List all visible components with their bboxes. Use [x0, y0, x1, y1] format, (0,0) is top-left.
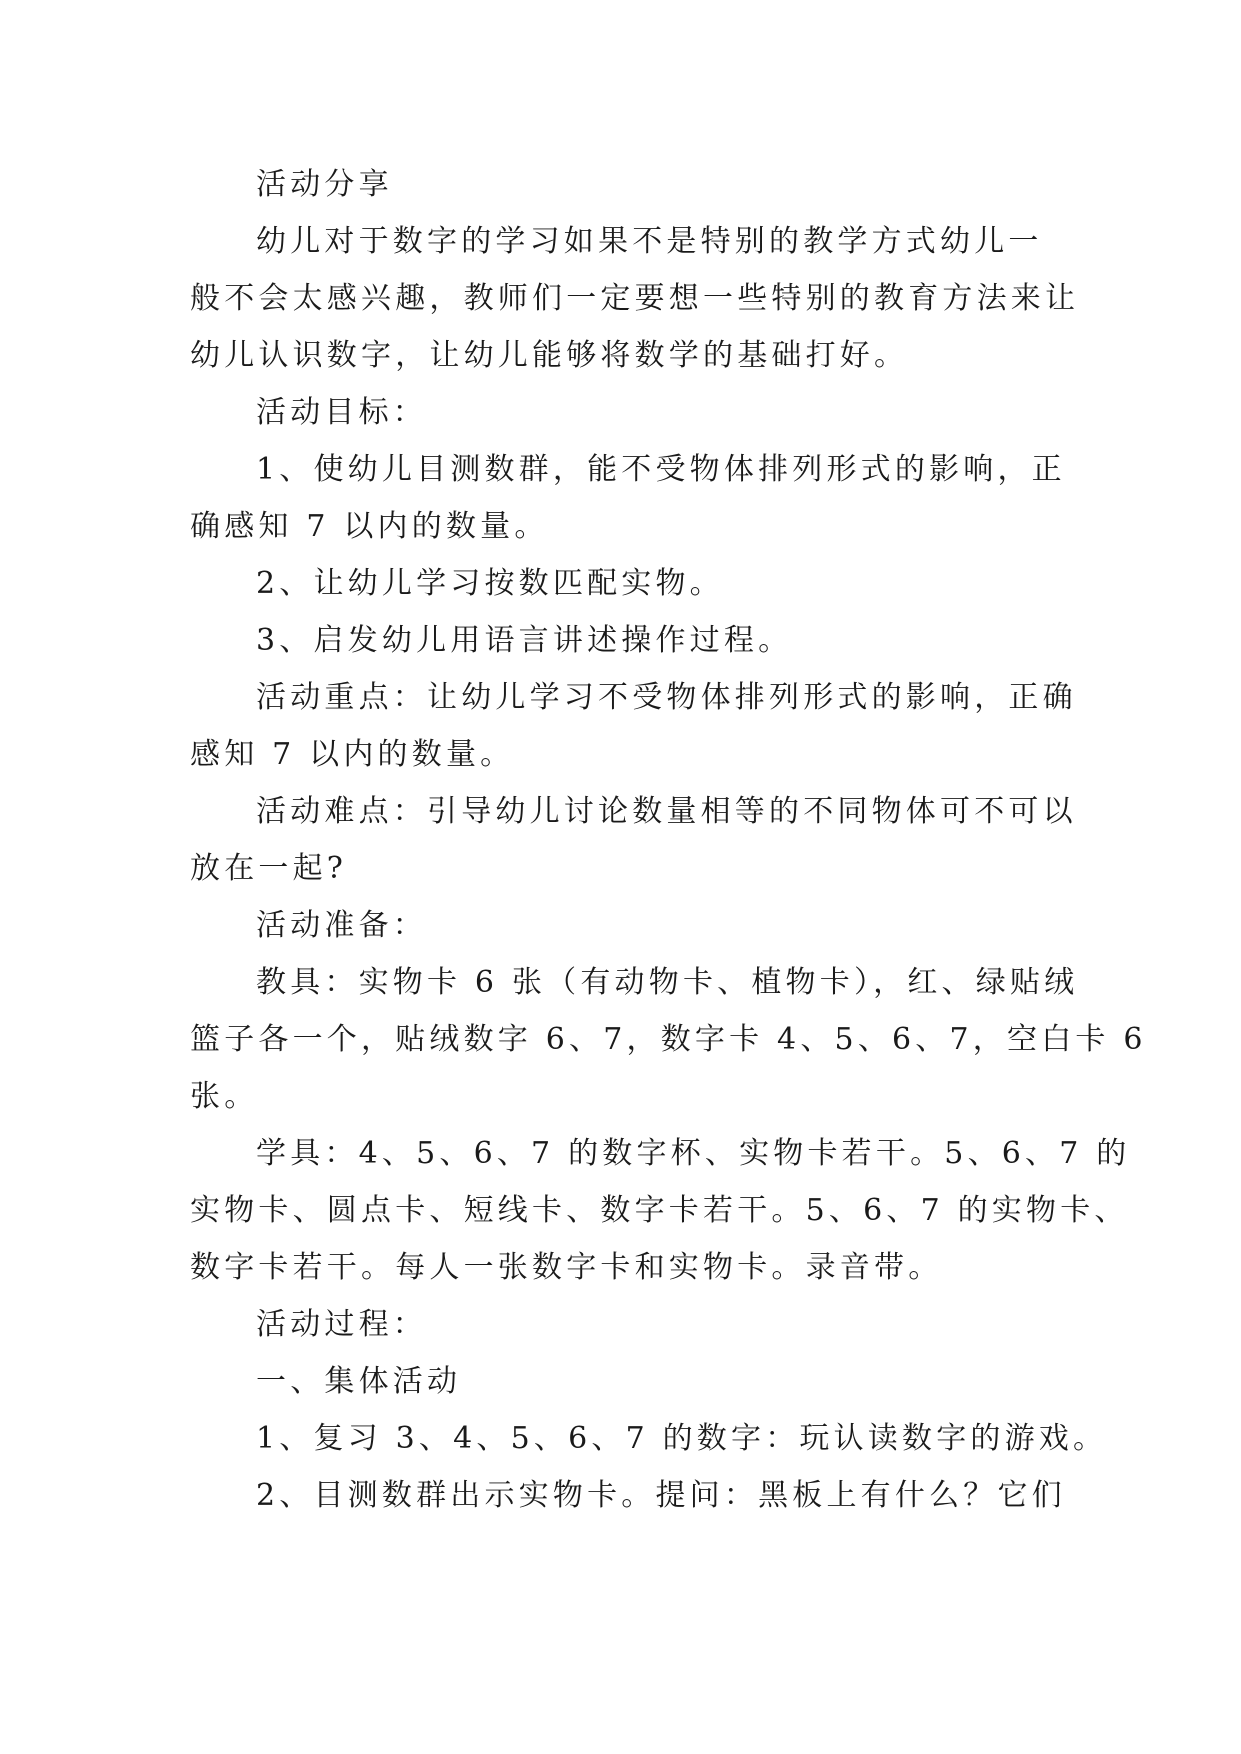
paragraph-line: 1、使幼儿目测数群，能不受物体排列形式的影响，正 [256, 452, 1066, 487]
paragraph-line: 篮子各一个，贴绒数字 6、7，数字卡 4、5、6、7，空白卡 6 [190, 1022, 1147, 1057]
paragraph-line: 3、启发幼儿用语言讲述操作过程。 [256, 623, 793, 658]
section-heading: 活动准备： [256, 908, 427, 943]
paragraph-line: 数字卡若干。每人一张数字卡和实物卡。录音带。 [190, 1250, 943, 1285]
section-heading: 活动过程： [256, 1307, 427, 1342]
paragraph-line: 实物卡、圆点卡、短线卡、数字卡若干。5、6、7 的实物卡、 [190, 1193, 1129, 1228]
paragraph-line: 2、让幼儿学习按数匹配实物。 [256, 566, 724, 601]
paragraph-line: 活动重点：让幼儿学习不受物体排列形式的影响，正确 [256, 680, 1077, 715]
paragraph-line: 幼儿认识数字，让幼儿能够将数学的基础打好。 [190, 338, 909, 373]
paragraph-line: 感知 7 以内的数量。 [190, 737, 515, 772]
paragraph-line: 1、复习 3、4、5、6、7 的数字：玩认读数字的游戏。 [256, 1421, 1108, 1456]
paragraph-line: 张。 [190, 1079, 259, 1114]
paragraph-line: 般不会太感兴趣，教师们一定要想一些特别的教育方法来让 [190, 281, 1080, 316]
paragraph-line: 幼儿对于数字的学习如果不是特别的教学方式幼儿一 [256, 224, 1043, 259]
paragraph-line: 确感知 7 以内的数量。 [190, 509, 549, 544]
paragraph-line: 学具：4、5、6、7 的数字杯、实物卡若干。5、6、7 的 [256, 1136, 1131, 1171]
section-heading: 活动分享 [256, 167, 393, 202]
paragraph-line: 教具：实物卡 6 张（有动物卡、植物卡），红、绿贴绒 [256, 965, 1079, 1000]
paragraph-line: 2、目测数群出示实物卡。提问：黑板上有什么？它们 [256, 1478, 1066, 1513]
paragraph-line: 活动难点：引导幼儿讨论数量相等的不同物体可不可以 [256, 794, 1077, 829]
subsection-heading: 一、集体活动 [256, 1364, 462, 1399]
section-heading: 活动目标： [256, 395, 427, 430]
paragraph-line: 放在一起? [190, 851, 348, 886]
